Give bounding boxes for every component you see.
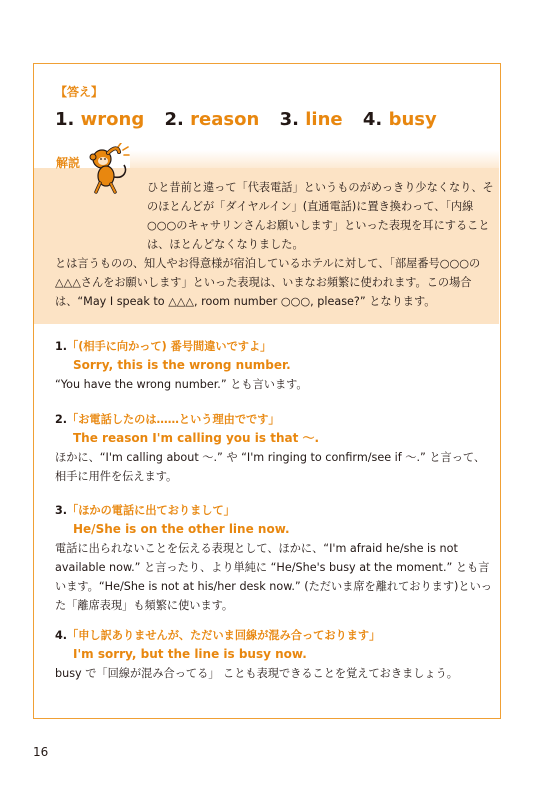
item-2-english: The reason I'm calling you is that ～. xyxy=(73,431,320,445)
explanation-item-4 xyxy=(55,627,495,683)
item-4-phrase: 「申し訳ありませんが、ただいま回線が混み合っております」 xyxy=(67,629,381,642)
explanation-item-1 xyxy=(55,338,495,394)
item-2-phrase: 「お電話したのは……という理由でです」 xyxy=(67,413,280,426)
explanation-item-3 xyxy=(55,502,495,615)
item-3-japanese xyxy=(55,502,495,520)
item-3-number: 3. xyxy=(55,504,68,517)
intro-paragraph-1: ひと昔前と違って「代表電話」というものがめっきり少なくなり、そのほとんどが「ダイヤルイン」(直通電話)に置き換わって、「内線○○○のキャサリンさんお願いします」といった表現を耳にすることは、ほとんどなくなりました。 xyxy=(147,181,494,251)
answer-4-word: busy xyxy=(388,109,437,130)
answer-3-number: 3. xyxy=(279,109,299,130)
item-3-note: 電話に出られないことを伝える表現として、ほかに、“I'm afraid he/she is not available now.” と言ったり、より単純に “He/She's busy at the moment.” とも言います。“He/She is not at his/her desk now.” (ただいま席を離れております)といった「離席表現」も頻繁に使います。 xyxy=(55,542,492,612)
explanation-intro xyxy=(55,178,495,311)
item-1-note: “You have the wrong number.” とも言います。 xyxy=(55,378,308,391)
item-2-number: 2. xyxy=(55,413,68,426)
item-3-phrase: 「ほかの電話に出ておりまして」 xyxy=(67,504,235,517)
item-2-note: ほかに、“I'm calling about ～.” や “I'm ringing to confirm/see if ～.” と言って、相手に用件を伝えます。 xyxy=(55,451,486,483)
answer-4-number: 4. xyxy=(362,109,383,130)
answer-heading: 【答え】 xyxy=(55,85,104,99)
item-1-english: Sorry, this is the wrong number. xyxy=(73,358,291,372)
item-2-japanese xyxy=(55,411,495,429)
explanation-item-2 xyxy=(55,411,495,486)
item-1-phrase: 「(相手に向かって) 番号間違いですよ」 xyxy=(67,340,272,353)
item-4-number: 4. xyxy=(55,629,68,642)
answer-2-word: reason xyxy=(190,109,260,130)
explanation-label: 解説 xyxy=(56,156,81,170)
answer-3-word: line xyxy=(305,109,343,130)
item-4-english: I'm sorry, but the line is busy now. xyxy=(73,647,307,661)
item-1-number: 1. xyxy=(55,340,68,353)
answer-2-number: 2. xyxy=(164,109,184,130)
page-number: 16 xyxy=(33,745,49,759)
intro-paragraph-2: とは言うものの、知人やお得意様が宿泊しているホテルに対して、「部屋番号○○○の△△△さんをお願いします」といった表現は、いまなお頻繁に使われます。この場合は、“May I speak to △△△, room number ○○○, please?” となります。 xyxy=(55,257,481,308)
item-4-japanese xyxy=(55,627,495,645)
answer-1-word: wrong xyxy=(80,109,145,130)
item-1-japanese xyxy=(55,338,495,356)
answer-1-number: 1. xyxy=(55,109,75,130)
item-3-english: He/She is on the other line now. xyxy=(73,522,290,536)
answer-list xyxy=(55,109,451,130)
item-4-note: busy で「回線が混み合ってる」 ことも表現できることを覚えておきましょう。 xyxy=(55,667,458,680)
